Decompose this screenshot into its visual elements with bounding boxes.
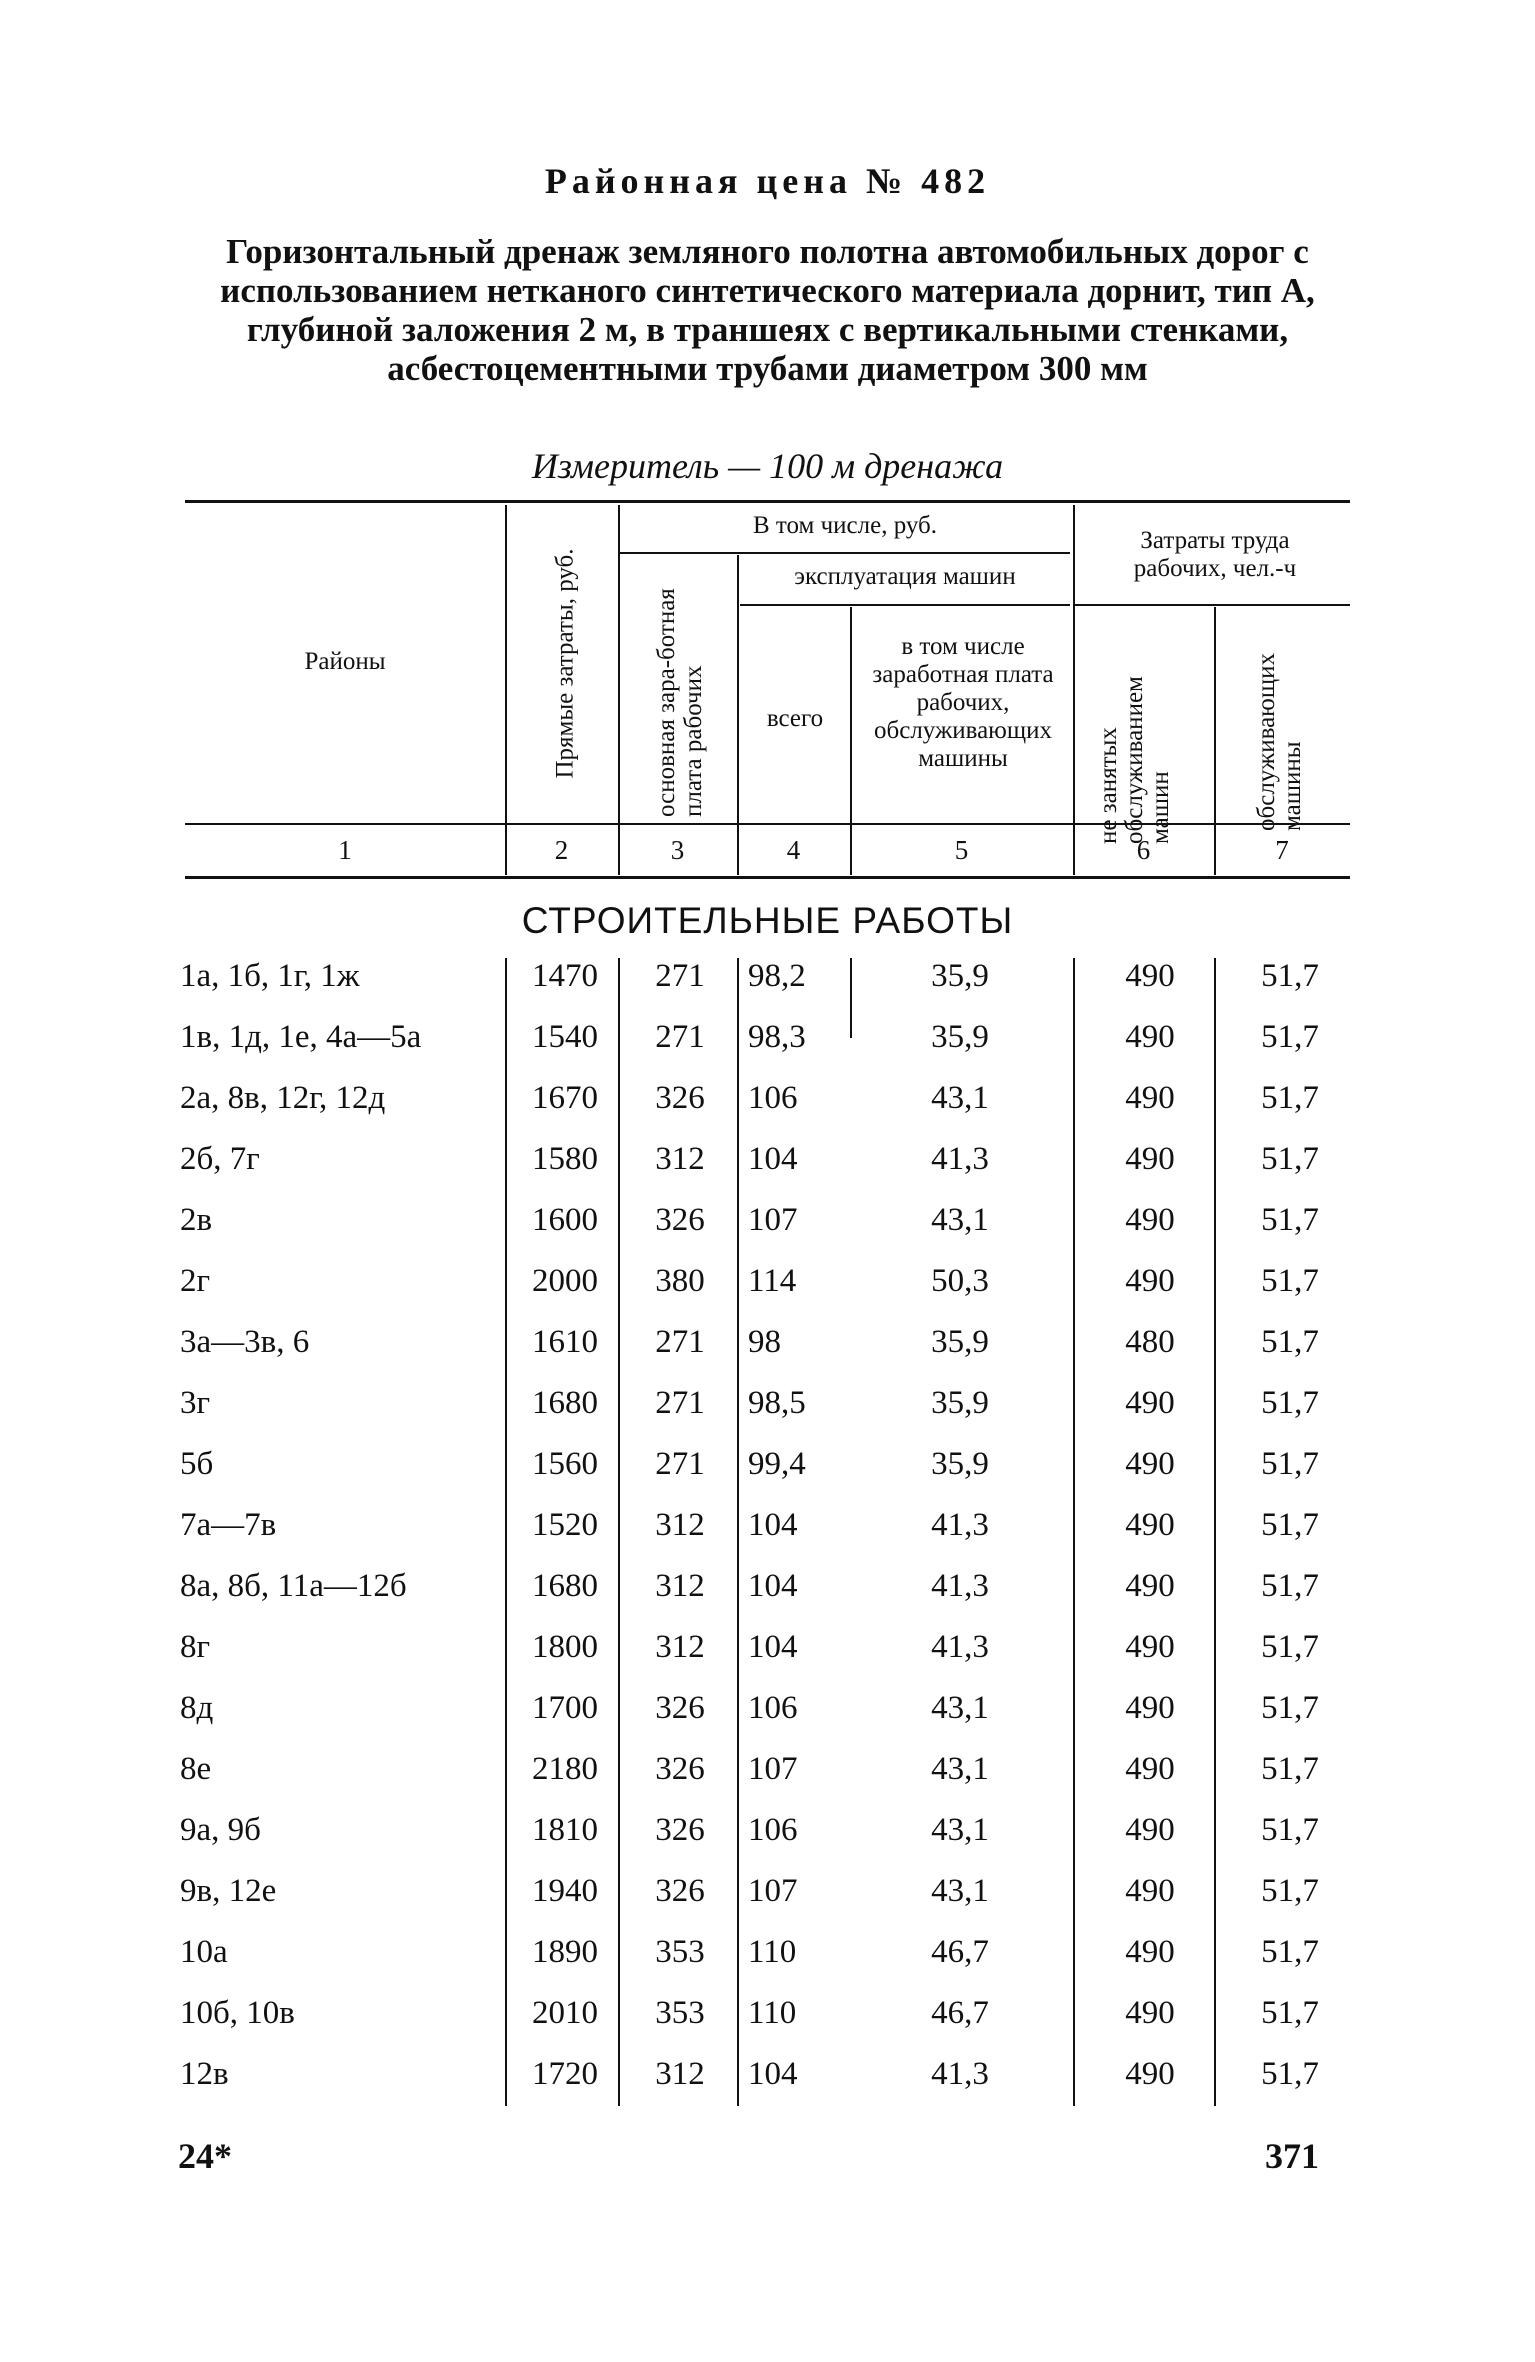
- machine-total-cell: 106: [748, 1690, 798, 1726]
- unit-of-measure: Измеритель — 100 м дренажа: [531, 446, 1004, 486]
- region-cell: 3а—3в, 6: [180, 1324, 310, 1360]
- machine-wage-cell: 46,7: [931, 1995, 989, 2031]
- labor-serving-cell: 51,7: [1261, 1019, 1319, 1055]
- column-number: 4: [786, 835, 801, 865]
- base-wage-cell: 271: [655, 1385, 705, 1421]
- labor-not-serving-cell: 490: [1125, 1690, 1175, 1726]
- header-serving-machines: обслуживающих машины: [1253, 653, 1306, 831]
- base-wage-cell: 312: [655, 1629, 705, 1665]
- labor-not-serving-cell: 480: [1125, 1324, 1175, 1360]
- direct-costs-cell: 1560: [532, 1446, 598, 1482]
- direct-costs-cell: 1700: [532, 1690, 598, 1726]
- header-regions: Районы: [304, 648, 386, 675]
- machine-total-cell: 106: [748, 1080, 798, 1116]
- labor-not-serving-cell: 490: [1125, 1202, 1175, 1238]
- header-not-serving-machines: не занятых обслуживанием машин: [1095, 676, 1174, 844]
- labor-not-serving-cell: 490: [1125, 1141, 1175, 1177]
- machine-wage-cell: 35,9: [931, 1019, 989, 1055]
- base-wage-cell: 326: [655, 1690, 705, 1726]
- region-cell: 2г: [180, 1263, 211, 1299]
- labor-serving-cell: 51,7: [1261, 958, 1319, 994]
- machine-total-cell: 104: [748, 1507, 798, 1543]
- table-top-rule: [185, 500, 1350, 503]
- labor-serving-cell: 51,7: [1261, 1690, 1319, 1726]
- region-cell: 2в: [180, 1202, 213, 1238]
- table-row: [0, 1017, 1535, 1078]
- base-wage-cell: 380: [655, 1263, 705, 1299]
- base-wage-cell: 326: [655, 1873, 705, 1909]
- labor-not-serving-cell: 490: [1125, 1751, 1175, 1787]
- table-row: [0, 1566, 1535, 1627]
- column-divider: [618, 505, 620, 875]
- labor-not-serving-cell: 490: [1125, 1873, 1175, 1909]
- region-cell: 2б, 7г: [180, 1141, 260, 1177]
- base-wage-cell: 312: [655, 1568, 705, 1604]
- base-wage-cell: 312: [655, 1141, 705, 1177]
- labor-serving-cell: 51,7: [1261, 2056, 1319, 2092]
- labor-not-serving-cell: 490: [1125, 1385, 1175, 1421]
- table-row: [0, 1627, 1535, 1688]
- machine-wage-cell: 35,9: [931, 958, 989, 994]
- base-wage-cell: 326: [655, 1202, 705, 1238]
- labor-not-serving-cell: 490: [1125, 1995, 1175, 2031]
- table-row: [0, 1688, 1535, 1749]
- direct-costs-cell: 1940: [532, 1873, 598, 1909]
- machine-total-cell: 98: [748, 1324, 781, 1360]
- table-row: [0, 956, 1535, 1017]
- labor-not-serving-cell: 490: [1125, 1019, 1175, 1055]
- labor-serving-cell: 51,7: [1261, 1568, 1319, 1604]
- labor-not-serving-cell: 490: [1125, 2056, 1175, 2092]
- labor-not-serving-cell: 490: [1125, 1934, 1175, 1970]
- labor-not-serving-cell: 490: [1125, 1446, 1175, 1482]
- machine-wage-cell: 43,1: [931, 1080, 989, 1116]
- table-row: [0, 1322, 1535, 1383]
- column-divider: [505, 505, 507, 875]
- header-rule: [620, 552, 1070, 554]
- machine-total-cell: 104: [748, 1629, 798, 1665]
- machine-total-cell: 110: [748, 1995, 797, 2031]
- machine-total-cell: 107: [748, 1202, 798, 1238]
- labor-serving-cell: 51,7: [1261, 1385, 1319, 1421]
- labor-not-serving-cell: 490: [1125, 1812, 1175, 1848]
- region-cell: 8д: [180, 1690, 214, 1726]
- region-cell: 7а—7в: [180, 1507, 277, 1543]
- table-row: [0, 1261, 1535, 1322]
- base-wage-cell: 312: [655, 2056, 705, 2092]
- column-number: 6: [1136, 835, 1151, 865]
- base-wage-cell: 271: [655, 1446, 705, 1482]
- machine-total-cell: 98,2: [748, 958, 806, 994]
- machine-total-cell: 104: [748, 1568, 798, 1604]
- machine-total-cell: 110: [748, 1934, 797, 1970]
- base-wage-cell: 353: [655, 1995, 705, 2031]
- machine-wage-cell: 43,1: [931, 1690, 989, 1726]
- column-number: 2: [554, 835, 569, 865]
- machine-wage-cell: 50,3: [931, 1263, 989, 1299]
- direct-costs-cell: 2180: [532, 1751, 598, 1787]
- table-row: [0, 1139, 1535, 1200]
- region-cell: 9в, 12е: [180, 1873, 277, 1909]
- labor-serving-cell: 51,7: [1261, 1141, 1319, 1177]
- direct-costs-cell: 1800: [532, 1629, 598, 1665]
- labor-not-serving-cell: 490: [1125, 958, 1175, 994]
- machine-wage-cell: 41,3: [931, 2056, 989, 2092]
- table-row: [0, 1810, 1535, 1871]
- labor-serving-cell: 51,7: [1261, 1324, 1319, 1360]
- header-bottom-rule: [185, 823, 1350, 825]
- labor-serving-cell: 51,7: [1261, 1812, 1319, 1848]
- table-row: [0, 1749, 1535, 1810]
- labor-serving-cell: 51,7: [1261, 1080, 1319, 1116]
- labor-serving-cell: 51,7: [1261, 1995, 1319, 2031]
- table-row: [0, 1078, 1535, 1139]
- region-cell: 3г: [180, 1385, 211, 1421]
- machine-wage-cell: 41,3: [931, 1629, 989, 1665]
- direct-costs-cell: 1890: [532, 1934, 598, 1970]
- base-wage-cell: 326: [655, 1812, 705, 1848]
- machine-total-cell: 104: [748, 2056, 798, 2092]
- header-incl-wage: в том числе заработная плата рабочих, обслуживающих машины: [872, 633, 1054, 772]
- region-cell: 8а, 8б, 11а—12б: [180, 1568, 407, 1604]
- table-row: [0, 1383, 1535, 1444]
- machine-wage-cell: 43,1: [931, 1873, 989, 1909]
- base-wage-cell: 312: [655, 1507, 705, 1543]
- base-wage-cell: 326: [655, 1751, 705, 1787]
- region-cell: 9а, 9б: [180, 1812, 261, 1848]
- machine-wage-cell: 41,3: [931, 1507, 989, 1543]
- machine-total-cell: 106: [748, 1812, 798, 1848]
- column-number: 3: [670, 835, 685, 865]
- machine-wage-cell: 43,1: [931, 1751, 989, 1787]
- machine-wage-cell: 35,9: [931, 1446, 989, 1482]
- machine-total-cell: 107: [748, 1873, 798, 1909]
- table-row: [0, 1871, 1535, 1932]
- direct-costs-cell: 1520: [532, 1507, 598, 1543]
- machine-wage-cell: 35,9: [931, 1324, 989, 1360]
- table-row: [0, 1993, 1535, 2054]
- region-cell: 8е: [180, 1751, 212, 1787]
- labor-not-serving-cell: 490: [1125, 1080, 1175, 1116]
- region-cell: 5б: [180, 1446, 214, 1482]
- region-cell: 10б, 10в: [180, 1995, 295, 2031]
- base-wage-cell: 326: [655, 1080, 705, 1116]
- machine-wage-cell: 41,3: [931, 1568, 989, 1604]
- labor-serving-cell: 51,7: [1261, 1751, 1319, 1787]
- direct-costs-cell: 2010: [532, 1995, 598, 2031]
- direct-costs-cell: 1470: [532, 958, 598, 994]
- column-number-rule: [185, 876, 1350, 879]
- base-wage-cell: 271: [655, 1019, 705, 1055]
- header-labor-costs: Затраты труда рабочих, чел.-ч: [1133, 527, 1297, 582]
- direct-costs-cell: 1580: [532, 1141, 598, 1177]
- machine-wage-cell: 43,1: [931, 1202, 989, 1238]
- labor-serving-cell: 51,7: [1261, 1507, 1319, 1543]
- region-cell: 1а, 1б, 1г, 1ж: [180, 958, 360, 994]
- table-row: [0, 1200, 1535, 1261]
- direct-costs-cell: 1680: [532, 1385, 598, 1421]
- labor-serving-cell: 51,7: [1261, 1873, 1319, 1909]
- column-number: 5: [954, 835, 969, 865]
- section-heading: СТРОИТЕЛЬНЫЕ РАБОТЫ: [521, 900, 1014, 941]
- header-total: всего: [766, 705, 824, 732]
- column-number: 1: [338, 835, 352, 865]
- document-title: Горизонтальный дренаж земляного полотна автомобильных дорог с использованием нетканого синтетического материала дорнит, тип А, глубиной заложения 2 м, в траншеях с вертикальными стенками, асбестоцементными трубами диаметром 300 мм: [220, 232, 1315, 388]
- base-wage-cell: 271: [655, 1324, 705, 1360]
- direct-costs-cell: 1670: [532, 1080, 598, 1116]
- table-row: [0, 2054, 1535, 2115]
- labor-not-serving-cell: 490: [1125, 1507, 1175, 1543]
- header-including: В том числе, руб.: [752, 512, 938, 539]
- machine-total-cell: 99,4: [748, 1446, 806, 1482]
- header-rule: [1075, 604, 1350, 606]
- header-rule: [740, 604, 1070, 606]
- labor-serving-cell: 51,7: [1261, 1263, 1319, 1299]
- region-cell: 12в: [180, 2056, 229, 2092]
- page-signature: 24*: [178, 2136, 232, 2176]
- direct-costs-cell: 2000: [532, 1263, 598, 1299]
- region-cell: 10а: [180, 1934, 228, 1970]
- base-wage-cell: 271: [655, 958, 705, 994]
- machine-wage-cell: 41,3: [931, 1141, 989, 1177]
- column-divider: [737, 555, 739, 875]
- base-wage-cell: 353: [655, 1934, 705, 1970]
- page-number: 371: [1265, 2136, 1319, 2176]
- labor-serving-cell: 51,7: [1261, 1202, 1319, 1238]
- table-row: [0, 1444, 1535, 1505]
- labor-not-serving-cell: 490: [1125, 1263, 1175, 1299]
- region-cell: 8г: [180, 1629, 211, 1665]
- direct-costs-cell: 1540: [532, 1019, 598, 1055]
- table-row: [0, 1932, 1535, 1993]
- direct-costs-cell: 1610: [532, 1324, 598, 1360]
- labor-not-serving-cell: 490: [1125, 1629, 1175, 1665]
- labor-not-serving-cell: 490: [1125, 1568, 1175, 1604]
- machine-wage-cell: 43,1: [931, 1812, 989, 1848]
- machine-total-cell: 107: [748, 1751, 798, 1787]
- column-divider: [1073, 505, 1075, 875]
- direct-costs-cell: 1720: [532, 2056, 598, 2092]
- direct-costs-cell: 1810: [532, 1812, 598, 1848]
- region-cell: 2а, 8в, 12г, 12д: [180, 1080, 386, 1116]
- machine-wage-cell: 35,9: [931, 1385, 989, 1421]
- column-number: 7: [1275, 835, 1289, 865]
- machine-total-cell: 114: [748, 1263, 797, 1299]
- machine-wage-cell: 46,7: [931, 1934, 989, 1970]
- direct-costs-cell: 1600: [532, 1202, 598, 1238]
- header-base-wage: основная зара-ботная плата рабочих: [653, 588, 707, 817]
- labor-serving-cell: 51,7: [1261, 1934, 1319, 1970]
- price-number-heading: Районная цена № 482: [544, 161, 991, 201]
- labor-serving-cell: 51,7: [1261, 1446, 1319, 1482]
- header-machine-use: эксплуатация машин: [794, 563, 1016, 590]
- table-row: [0, 1505, 1535, 1566]
- header-direct-costs: Прямые затраты, руб.: [551, 548, 579, 779]
- machine-total-cell: 104: [748, 1141, 798, 1177]
- machine-total-cell: 98,5: [748, 1385, 806, 1421]
- region-cell: 1в, 1д, 1е, 4а—5а: [180, 1019, 422, 1055]
- direct-costs-cell: 1680: [532, 1568, 598, 1604]
- labor-serving-cell: 51,7: [1261, 1629, 1319, 1665]
- machine-total-cell: 98,3: [748, 1019, 806, 1055]
